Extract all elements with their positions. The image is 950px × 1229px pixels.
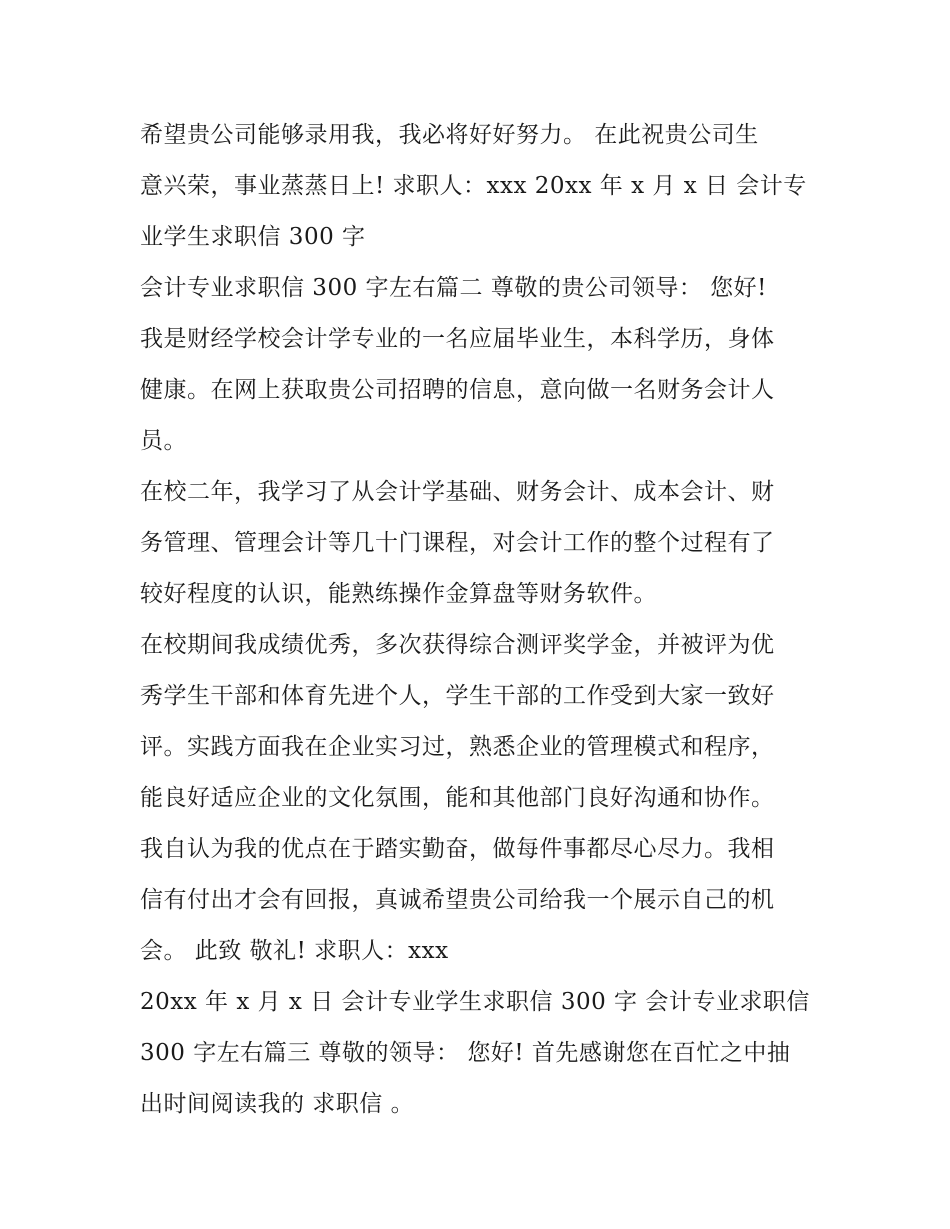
paragraph-introduction	[140, 314, 820, 467]
paragraph-coursework	[140, 467, 820, 620]
text-line: 会。 此致 敬礼! 求职人：xxx	[140, 938, 449, 964]
text-line: 希望贵公司能够录用我，我必将好好努力。 在此祝贵公司生	[140, 122, 759, 148]
text-line: 健康。在网上获取贵公司招聘的信息，意向做一名财务会计人	[140, 377, 775, 403]
text-line: 20xx 年 x 月 x 日 会计专业学生求职信 300 字 会计专业求职信	[140, 989, 810, 1015]
text-line: 信有付出才会有回报，真诚希望贵公司给我一个展示自己的机	[140, 887, 775, 913]
text-line: 评。实践方面我在企业实习过，熟悉企业的管理模式和程序，	[140, 734, 775, 760]
text-line: 会计专业求职信 300 字左右篇二 尊敬的贵公司领导： 您好!	[140, 275, 767, 301]
text-line: 能良好适应企业的文化氛围，能和其他部门良好沟通和协作。	[140, 785, 775, 811]
text-line: 意兴荣，事业蒸蒸日上! 求职人：xxx 20xx 年 x 月 x 日 会计专	[140, 173, 807, 199]
paragraph-achievements	[140, 620, 820, 977]
paragraph-closing-wishes	[140, 110, 820, 263]
paragraph-letter-two-heading	[140, 263, 820, 314]
text-line: 在校期间我成绩优秀，多次获得综合测评奖学金，并被评为优	[140, 632, 775, 658]
text-line: 我是财经学校会计学专业的一名应届毕业生，本科学历，身体	[140, 326, 775, 352]
text-line: 较好程度的认识，能熟练操作金算盘等财务软件。	[140, 581, 657, 607]
text-line: 出时间阅读我的 求职信 。	[140, 1091, 415, 1117]
text-line: 务管理、管理会计等几十门课程，对会计工作的整个过程有了	[140, 530, 775, 556]
text-line: 300 字左右篇三 尊敬的领导： 您好! 首先感谢您在百忙之中抽	[140, 1040, 791, 1066]
text-line: 员。	[140, 428, 187, 454]
text-line: 我自认为我的优点在于踏实勤奋，做每件事都尽心尽力。我相	[140, 836, 775, 862]
text-line: 在校二年，我学习了从会计学基础、财务会计、成本会计、财	[140, 479, 775, 505]
document-body	[140, 110, 820, 1130]
text-line: 业学生求职信 300 字	[140, 224, 366, 250]
text-line: 秀学生干部和体育先进个人，学生干部的工作受到大家一致好	[140, 683, 775, 709]
paragraph-letter-three-opening	[140, 977, 820, 1130]
